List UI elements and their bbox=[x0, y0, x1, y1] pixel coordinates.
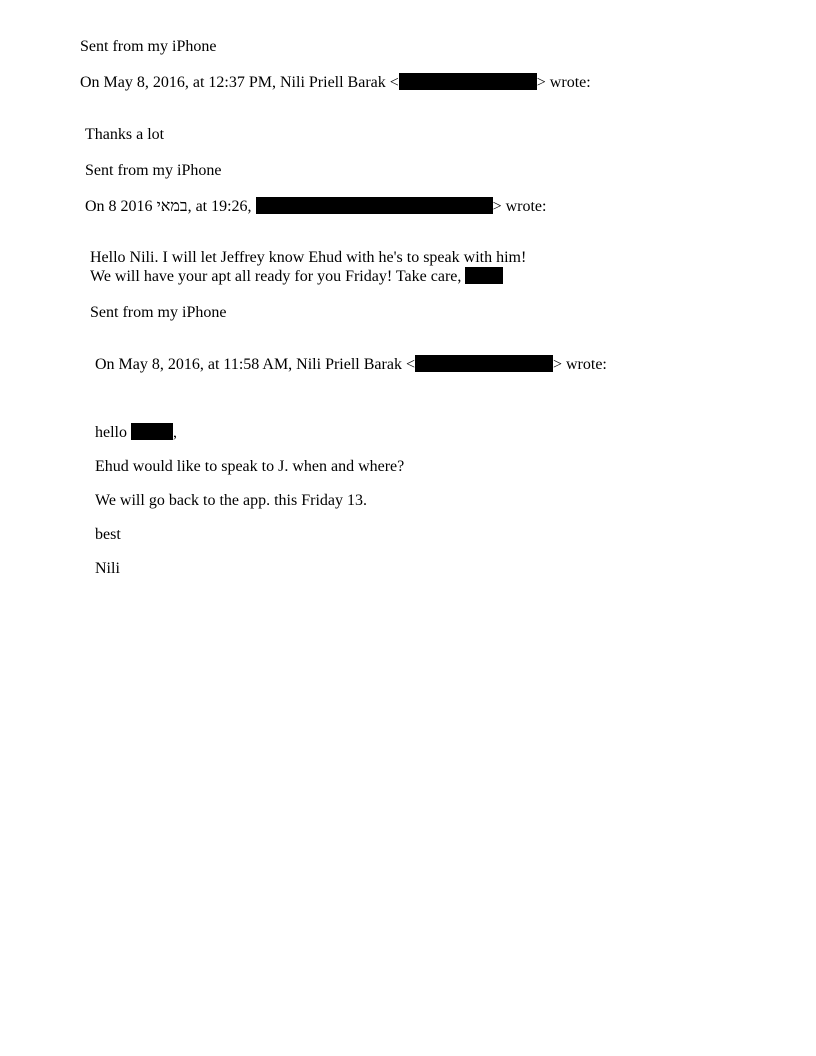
redacted-sender bbox=[256, 197, 493, 214]
redacted-name bbox=[465, 267, 503, 284]
signature-level1: Sent from my iPhone bbox=[85, 162, 222, 179]
reply-header-level1-prefix: On 8 2016 במאי, at 19:26, bbox=[85, 198, 256, 215]
reply-header-level3 bbox=[95, 355, 607, 374]
message-body-level1: Thanks a lot bbox=[85, 126, 165, 143]
redacted-email-address bbox=[415, 355, 553, 372]
reply-header-level1-suffix: > wrote: bbox=[492, 198, 547, 215]
message-body-level2-line1: Hello Nili. I will let Jeffrey know Ehud with he's to speak with him! bbox=[90, 249, 527, 266]
message-body-level3-line1: Ehud would like to speak to J. when and where? bbox=[95, 458, 405, 475]
message-body-level2-line2-text: We will have your apt all ready for you Friday! Take care, bbox=[90, 268, 466, 285]
reply-header-outer-suffix: > wrote: bbox=[536, 74, 591, 91]
redacted-email-address bbox=[399, 73, 537, 90]
reply-header-level3-prefix: On May 8, 2016, at 11:58 AM, Nili Priell Barak < bbox=[95, 356, 415, 373]
reply-header-level1 bbox=[85, 197, 546, 216]
closing-level3: best bbox=[95, 526, 121, 543]
reply-header-outer bbox=[80, 73, 591, 92]
sender-name-level3: Nili bbox=[95, 560, 120, 577]
message-body-level3-line2: We will go back to the app. this Friday 13. bbox=[95, 492, 367, 509]
signature-outer: Sent from my iPhone bbox=[80, 38, 217, 55]
greeting-level3 bbox=[95, 423, 177, 442]
greeting-suffix: , bbox=[173, 424, 177, 441]
reply-header-outer-prefix: On May 8, 2016, at 12:37 PM, Nili Priell Barak < bbox=[80, 74, 399, 91]
reply-header-level3-suffix: > wrote: bbox=[552, 356, 607, 373]
signature-level2: Sent from my iPhone bbox=[90, 304, 227, 321]
message-body-level2-line2 bbox=[90, 267, 503, 286]
redacted-name bbox=[131, 423, 173, 440]
greeting-prefix: hello bbox=[95, 424, 131, 441]
